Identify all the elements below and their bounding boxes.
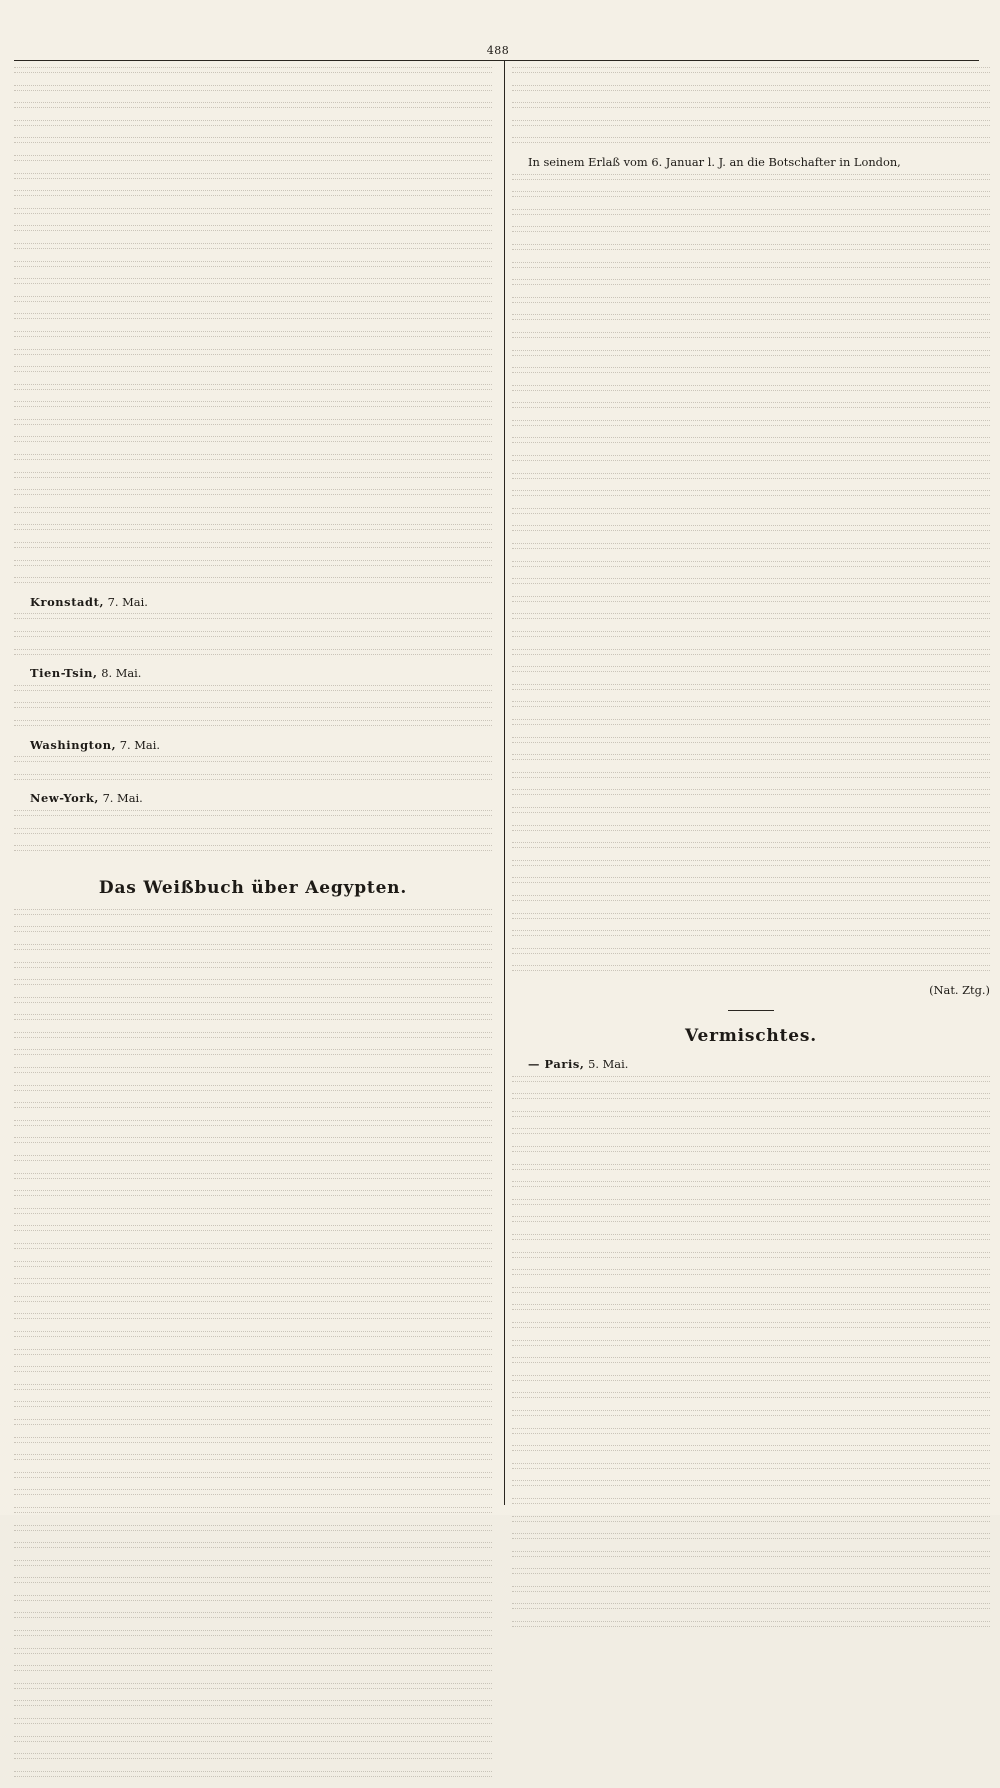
paris-paragraph: [512, 1057, 990, 1073]
dispatch-place: Tien-Tsin,: [30, 666, 98, 681]
dispatch-date: 7. Mai.: [102, 791, 143, 806]
paris-date: 5. Mai.: [588, 1057, 629, 1072]
column-divider: [504, 60, 505, 1505]
left-column: [14, 64, 492, 1788]
erlass-opening: In seinem Erlaß vom 6. Januar l. J. an die Botschafter in London,: [528, 154, 901, 169]
dispatch-new-york: [14, 791, 492, 807]
illegible-text-lines: [14, 685, 492, 726]
section-divider: [728, 1010, 774, 1011]
dispatch-washington: [14, 738, 492, 754]
dispatch-place: Kronstadt,: [30, 594, 105, 609]
dispatch-place: New-York,: [30, 791, 99, 806]
illegible-text-lines: [14, 909, 492, 1777]
dispatch-date: 8. Mai.: [101, 666, 142, 681]
illegible-text-lines: [512, 1076, 990, 1627]
source-attribution: (Nat. Ztg.): [929, 982, 990, 997]
illegible-text-lines: [14, 756, 492, 780]
illegible-text-lines: [512, 174, 990, 972]
weissbuch-heading: Das Weißbuch über Aegypten.: [98, 878, 408, 899]
illegible-text-lines: [14, 810, 492, 851]
right-column: [512, 64, 990, 1639]
dispatch-kronstadt: [14, 595, 492, 611]
dispatch-date: 7. Mai.: [107, 594, 148, 609]
header-rule: [14, 60, 979, 61]
illegible-text-lines: [14, 613, 492, 654]
illegible-text-lines: [14, 67, 492, 583]
vermischtes-heading: Vermischtes.: [685, 1026, 817, 1047]
dispatch-tien-tsin: [14, 666, 492, 682]
erlass-paragraph: [512, 155, 990, 171]
illegible-text-lines: [512, 67, 990, 143]
dispatch-place: Washington,: [30, 737, 117, 752]
page-number: 488: [486, 44, 510, 57]
dispatch-date: 7. Mai.: [119, 737, 160, 752]
paris-dateline: — Paris,: [528, 1057, 585, 1072]
